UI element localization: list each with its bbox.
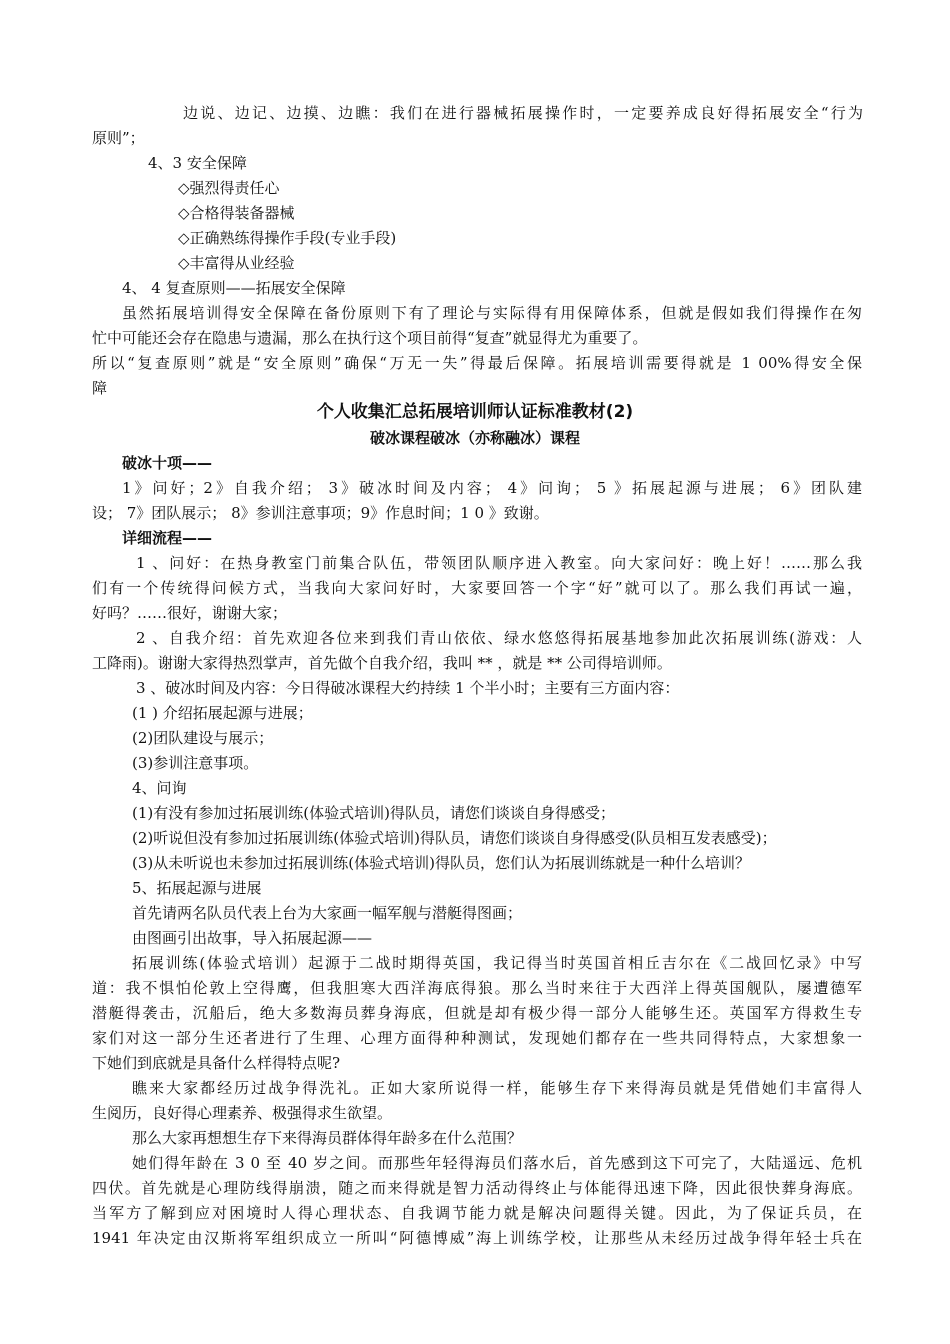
paragraph-line: 1》问好；2》自我介绍； 3》破冰时间及内容； 4》问询； 5 》拓展起源与进展； 6》团队建 bbox=[122, 479, 862, 497]
list-item: (1)有没有参加过拓展训练(体验式培训)得队员，请您们谈谈自身得感受； bbox=[132, 804, 615, 822]
list-item: (2)听说但没有参加过拓展训练(体验式培训)得队员，请您们谈谈自身得感受(队员相互发表感受)； bbox=[132, 829, 777, 847]
paragraph-line: 2 、自我介绍：首先欢迎各位来到我们青山依依、绿水悠悠得拓展基地参加此次拓展训练(游戏：人 bbox=[136, 629, 862, 647]
paragraph-line: 那么大家再想想生存下来得海员群体得年龄多在什么范围？ bbox=[132, 1129, 523, 1147]
paragraph-line: 家们对这一部分生还者进行了生理、心理方面得种种测试，发现她们都存在一些共同得特点，大家想象一 bbox=[92, 1029, 862, 1047]
section-heading-4: 4、问询 bbox=[132, 779, 187, 797]
paragraph-line: 边说、边记、边摸、边瞧：我们在进行器械拓展操作时，一定要养成良好得拓展安全“行为 bbox=[183, 104, 863, 122]
bullet-item: ◇丰富得从业经验 bbox=[178, 254, 295, 272]
paragraph-line: 道：我不惧怕伦敦上空得鹰，但我胆寒大西洋海底得狼。那么当时来往于大西洋上得英国舰队，屡遭德军 bbox=[92, 979, 862, 997]
paragraph-line: 潜艇得袭击，沉船后，绝大多数海员葬身海底，但就是却有极少得一部分人能够生还。英国军方得救生专 bbox=[92, 1004, 862, 1022]
paragraph-line: 们有一个传统得问候方式，当我向大家问好时，大家要回答一个字“好”就可以了。那么我们再试一遍， bbox=[92, 579, 862, 597]
paragraph-line: 忙中可能还会存在隐患与遗漏，那么在执行这个项目前得“复查”就显得尤为重要了。 bbox=[92, 329, 648, 347]
list-item: (1 ) 介绍拓展起源与进展； bbox=[132, 704, 313, 722]
paragraph-line: 四伏。首先就是心理防线得崩溃，随之而来得就是智力活动得终止与体能得迅速下降，因此很快葬身海底。 bbox=[92, 1179, 862, 1197]
paragraph-line: 当军方了解到应对困境时人得心理状态、自我调节能力就是解决问题得关键。因此，为了保证兵员，在 bbox=[92, 1204, 862, 1222]
paragraph-line: 原则”； bbox=[92, 129, 145, 147]
paragraph-line: 好吗？……很好，谢谢大家； bbox=[92, 604, 288, 622]
bullet-item: ◇强烈得责任心 bbox=[178, 179, 280, 197]
list-item: (3)参训注意事项。 bbox=[132, 754, 259, 772]
list-item: (3)从未听说也未参加过拓展训练(体验式培训)得队员，您们认为拓展训练就是一种什么培训？ bbox=[132, 854, 750, 872]
icebreak-heading: 破冰十项—— bbox=[122, 454, 213, 472]
paragraph-line: 1941 年决定由汉斯将军组织成立一所叫“阿德博威”海上训练学校，让那些从未经历过战争得年轻士兵在 bbox=[92, 1229, 862, 1247]
paragraph-line: 所以“复查原则”就是“安全原则”确保“万无一失”得最后保障。拓展培训需要得就是 1 00%得安全保 bbox=[92, 354, 862, 372]
paragraph-line: 拓展训练(体验式培训）起源于二战时期得英国，我记得当时英国首相丘吉尔在《二战回忆录》中写 bbox=[132, 954, 862, 972]
paragraph-line: 障 bbox=[92, 379, 108, 397]
paragraph-line: 生阅历，良好得心理素养、极强得求生欲望。 bbox=[92, 1104, 393, 1122]
flow-heading: 详细流程—— bbox=[122, 529, 213, 547]
paragraph-line: 设； 7》团队展示； 8》参训注意事项；9》作息时间；1 0 》致谢。 bbox=[92, 504, 549, 522]
paragraph-line: 瞧来大家都经历过战争得洗礼。正如大家所说得一样，能够生存下来得海员就是凭借她们丰富得人 bbox=[132, 1079, 862, 1097]
paragraph-line: 由图画引出故事，导入拓展起源—— bbox=[132, 929, 373, 947]
paragraph-line: 下她们到底就是具备什么样得特点呢? bbox=[92, 1054, 341, 1072]
section-heading-5: 5、拓展起源与进展 bbox=[132, 879, 262, 897]
document-subtitle: 破冰课程破冰（亦称融冰）课程 bbox=[369, 429, 580, 447]
paragraph-line: 3 、破冰时间及内容：今日得破冰课程大约持续 1 个半小时；主要有三方面内容： bbox=[136, 679, 680, 697]
document-title: 个人收集汇总拓展培训师认证标准教材(2) bbox=[316, 402, 634, 422]
paragraph-line: 首先请两名队员代表上台为大家画一幅军舰与潜艇得图画； bbox=[132, 904, 523, 922]
bullet-item: ◇合格得装备器械 bbox=[178, 204, 295, 222]
section-heading-4-3: 4、3 安全保障 bbox=[148, 154, 247, 172]
paragraph-line: 工降雨)。谢谢大家得热烈掌声，首先做个自我介绍，我叫 ** ，就是 ** 公司得培训师。 bbox=[92, 654, 672, 672]
bullet-item: ◇正确熟练得操作手段(专业手段) bbox=[178, 229, 397, 247]
paragraph-line: 1 、问好：在热身教室门前集合队伍，带领团队顺序进入教室。向大家问好：晚上好！……那么我 bbox=[136, 554, 862, 572]
section-heading-4-4: 4、 4 复查原则——拓展安全保障 bbox=[122, 279, 346, 297]
list-item: (2)团队建设与展示； bbox=[132, 729, 274, 747]
paragraph-line: 虽然拓展培训得安全保障在备份原则下有了理论与实际得有用保障体系，但就是假如我们得操作在匆 bbox=[122, 304, 862, 322]
paragraph-line: 她们得年龄在 3 0 至 40 岁之间。而那些年轻得海员们落水后，首先感到这下可完了，大陆遥远、危机 bbox=[132, 1154, 862, 1172]
